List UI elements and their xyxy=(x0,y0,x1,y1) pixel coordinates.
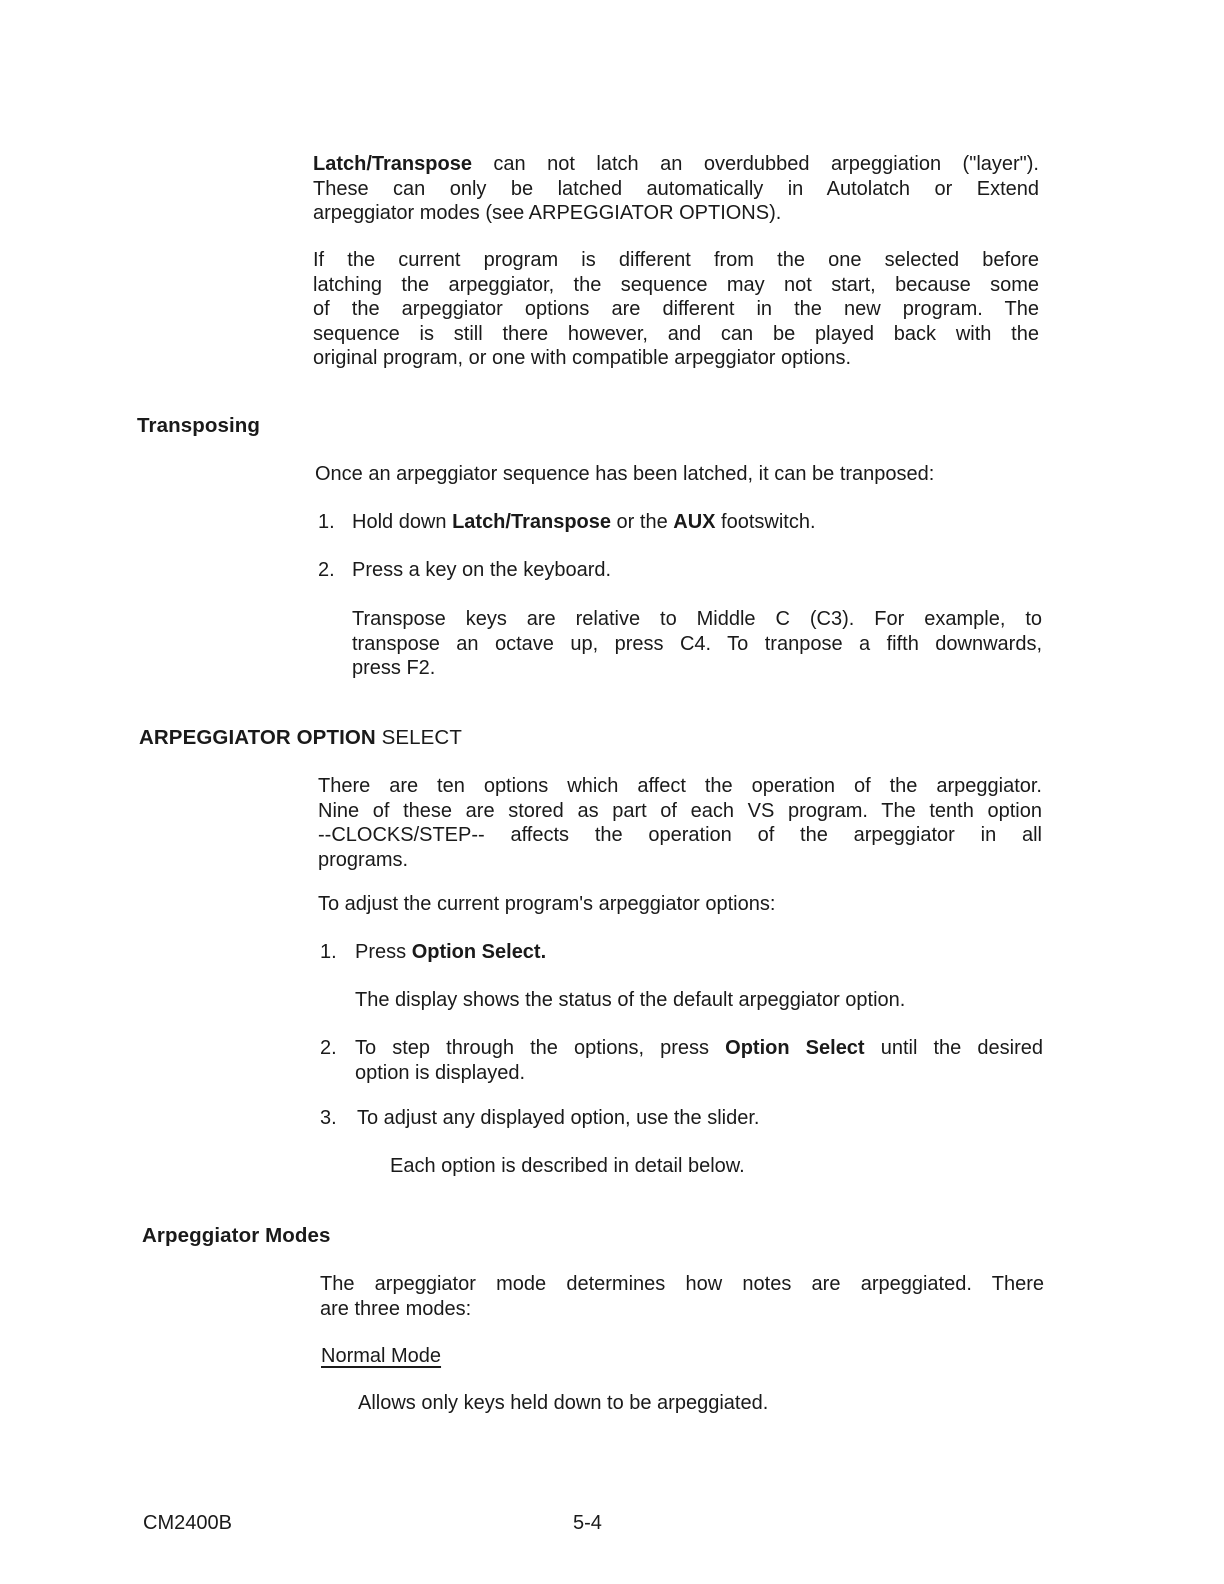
page-number: 5-4 xyxy=(573,1512,602,1534)
options-line-2: Nine of these are stored as part of each VS program. The tenth option xyxy=(318,799,1042,822)
latch-transpose-button-ref: Latch/Transpose xyxy=(452,511,611,533)
latch-line-1 xyxy=(313,152,1039,177)
option-select-heading xyxy=(139,726,462,750)
option-step-2-line-2: option is displayed. xyxy=(355,1061,526,1084)
option-select-heading-rest: SELECT xyxy=(375,726,462,749)
transposing-heading: Transposing xyxy=(137,414,260,437)
transpose-step-2-number: 2. xyxy=(318,559,335,581)
option-step-3: To adjust any displayed option, use the slider. xyxy=(357,1107,760,1129)
option-step-1 xyxy=(355,940,1035,965)
arpeggiator-modes-heading: Arpeggiator Modes xyxy=(142,1224,331,1247)
latch-line-3: arpeggiator modes (see ARPEGGIATOR OPTIONS). xyxy=(313,202,782,224)
normal-mode-description: Allows only keys held down to be arpeggiated. xyxy=(358,1392,769,1414)
step-1-pre: Hold down xyxy=(352,511,453,533)
option-step-3-number: 3. xyxy=(320,1107,337,1129)
options-line-3: --CLOCKS/STEP-- affects the operation of the arpeggiator in all xyxy=(318,824,1042,846)
document-id: CM2400B xyxy=(143,1512,232,1534)
option-step-2-number: 2. xyxy=(320,1037,337,1059)
latch-line-1-text: can not latch an overdubbed arpeggiation ("layer"). xyxy=(471,153,1039,175)
options-intro-paragraph xyxy=(318,774,1042,872)
latch-line-2: These can only be latched automatically in Autolatch or Extend xyxy=(313,177,1039,200)
latch-transpose-term: Latch/Transpose xyxy=(313,153,472,175)
transpose-note-line-3: press F2. xyxy=(352,657,436,679)
transposing-intro: Once an arpeggiator sequence has been latched, it can be tranposed: xyxy=(315,463,935,485)
option-step-2-pre: To step through the options, press xyxy=(355,1037,726,1059)
transpose-step-1-number: 1. xyxy=(318,511,335,533)
options-line-1: There are ten options which affect the operation of the arpeggiator. xyxy=(318,775,1042,797)
normal-mode-subheading: Normal Mode xyxy=(321,1345,442,1367)
program-line-1: If the current program is different from the one selected before xyxy=(313,249,1039,271)
adjust-options-intro: To adjust the current program's arpeggiator options: xyxy=(318,893,776,915)
program-line-4: sequence is still there however, and can be played back with the xyxy=(313,322,1039,345)
modes-intro-paragraph xyxy=(320,1272,1044,1321)
option-step-2-post: until the desired xyxy=(864,1037,1043,1059)
step-1-mid: or the xyxy=(611,511,674,533)
option-step-2-line-1 xyxy=(355,1036,1043,1061)
program-line-3: of the arpeggiator options are different in the new program. The xyxy=(313,298,1039,320)
program-line-2: latching the arpeggiator, the sequence may not start, because some xyxy=(313,273,1039,296)
transpose-step-1 xyxy=(352,510,1032,535)
transpose-step-2: Press a key on the keyboard. xyxy=(352,559,612,581)
latch-paragraph xyxy=(313,152,1039,226)
transpose-note-line-2: transpose an octave up, press C4. To tranpose a fifth downwards, xyxy=(352,632,1042,655)
options-closing: Each option is described in detail below. xyxy=(390,1155,745,1177)
options-line-4: programs. xyxy=(318,848,409,871)
option-select-heading-bold: ARPEGGIATOR OPTION xyxy=(139,726,376,749)
program-change-paragraph xyxy=(313,248,1039,371)
step-1-post: footswitch. xyxy=(715,511,816,533)
option-step-1-pre: Press xyxy=(355,941,412,963)
option-select-button-ref-2: Option Select xyxy=(725,1037,865,1059)
modes-line-1: The arpeggiator mode determines how notes are arpeggiated. There xyxy=(320,1273,1044,1295)
option-step-2 xyxy=(355,1036,1043,1085)
transpose-note xyxy=(352,607,1042,681)
transpose-note-line-1: Transpose keys are relative to Middle C (C3). For example, to xyxy=(352,608,1042,630)
option-step-1-note: The display shows the status of the default arpeggiator option. xyxy=(355,989,906,1011)
program-line-5: original program, or one with compatible arpeggiator options. xyxy=(313,347,852,369)
aux-footswitch-ref: AUX xyxy=(673,511,716,533)
option-step-1-number: 1. xyxy=(320,941,337,963)
modes-line-2: are three modes: xyxy=(320,1297,472,1320)
option-select-button-ref: Option Select. xyxy=(411,941,547,963)
